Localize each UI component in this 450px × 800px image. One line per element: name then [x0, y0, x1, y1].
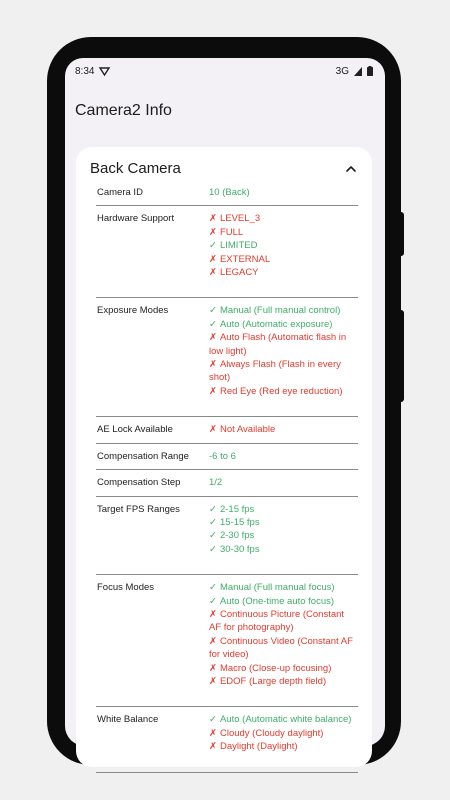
cross-icon: ✗ [209, 226, 217, 238]
row-values [209, 450, 358, 463]
value-item [209, 450, 358, 463]
check-icon: ✓ [209, 240, 217, 252]
table-row [96, 503, 358, 576]
value-text: LEVEL_3 [219, 213, 261, 225]
value-item [209, 675, 358, 688]
value-text: 2-15 fps [219, 503, 255, 515]
value-text: Continuous Video (Constant AF for video) [209, 635, 353, 661]
card-header[interactable] [90, 160, 358, 177]
value-text: Always Flash (Flash in every shot) [209, 359, 341, 384]
value-text: Daylight (Daylight) [219, 741, 298, 753]
value-item [209, 476, 358, 489]
cross-icon: ✗ [209, 385, 217, 397]
check-icon: ✓ [209, 595, 217, 607]
table-row [96, 713, 358, 772]
value-item [209, 423, 358, 436]
check-icon: ✓ [209, 305, 217, 317]
value-text: -6 to 6 [209, 450, 236, 462]
value-text: Cloudy (Cloudy daylight) [219, 727, 324, 739]
check-icon: ✓ [209, 714, 217, 726]
row-label: Hardware Support [97, 213, 175, 225]
network-type: 3G [335, 65, 349, 77]
value-item [209, 212, 358, 225]
value-text: Macro (Close-up focusing) [219, 662, 332, 674]
cross-icon: ✗ [209, 675, 217, 687]
page-title: Camera2 Info [75, 102, 172, 119]
row-values [209, 503, 358, 557]
camera-card [76, 147, 372, 767]
volume-button [398, 310, 404, 402]
value-text: EDOF (Large depth field) [219, 675, 327, 687]
cross-icon: ✗ [209, 741, 217, 753]
value-text: Auto (One-time auto focus) [219, 595, 335, 607]
value-item [209, 543, 358, 556]
value-item [209, 581, 358, 594]
value-text: Auto (Automatic white balance) [219, 714, 352, 726]
value-text: FULL [219, 226, 244, 238]
check-icon: ✓ [209, 503, 217, 515]
power-button [398, 212, 404, 256]
status-time: 8:34 [75, 65, 95, 77]
row-values [209, 476, 358, 489]
cross-icon: ✗ [209, 267, 217, 279]
signal-icon [354, 67, 362, 76]
table-row [96, 304, 358, 417]
cross-icon: ✗ [209, 332, 217, 344]
cross-icon: ✗ [209, 608, 217, 620]
value-text: Auto Flash (Automatic flash in low light) [209, 332, 347, 357]
table-row [96, 212, 358, 298]
value-text: LIMITED [219, 240, 258, 252]
value-item [209, 266, 358, 279]
value-item [209, 740, 358, 753]
row-values [209, 212, 358, 279]
value-item [209, 529, 358, 542]
value-item [209, 331, 358, 358]
value-text: Not Available [219, 424, 276, 436]
value-item [209, 608, 358, 635]
value-text: EXTERNAL [219, 253, 271, 265]
value-text: 15-15 fps [219, 516, 260, 528]
row-values [209, 713, 358, 753]
row-label: Exposure Modes [97, 305, 169, 317]
row-label: White Balance [97, 714, 159, 726]
value-item [209, 516, 358, 529]
value-item [209, 318, 358, 331]
value-item [209, 503, 358, 516]
cross-icon: ✗ [209, 424, 217, 436]
chevron-up-icon[interactable] [344, 162, 358, 176]
value-text: Manual (Full manual focus) [219, 582, 335, 594]
check-icon: ✓ [209, 530, 217, 542]
value-item [209, 727, 358, 740]
info-table [96, 186, 358, 779]
table-row [96, 450, 358, 470]
value-item [209, 635, 358, 662]
value-item [209, 385, 358, 398]
table-row [96, 186, 358, 206]
value-text: 2-30 fps [219, 530, 255, 542]
value-text: LEGACY [219, 267, 259, 279]
value-text: 10 (Back) [209, 187, 250, 198]
row-values [209, 423, 358, 436]
row-values [209, 304, 358, 398]
value-text: Auto (Automatic exposure) [219, 318, 333, 330]
screen [65, 58, 385, 753]
value-text: Manual (Full manual control) [219, 305, 341, 317]
check-icon: ✓ [209, 318, 217, 330]
value-item [209, 713, 358, 726]
table-row [96, 581, 358, 707]
row-label: Target FPS Ranges [97, 503, 180, 515]
cross-icon: ✗ [209, 253, 217, 265]
value-item [209, 662, 358, 675]
value-item [209, 226, 358, 239]
battery-icon [367, 66, 373, 76]
row-values [209, 186, 358, 199]
table-row [96, 476, 358, 496]
cross-icon: ✗ [209, 359, 217, 371]
row-label: Compensation Step [97, 477, 181, 489]
value-item [209, 595, 358, 608]
check-icon: ✓ [209, 582, 217, 594]
value-item [209, 186, 358, 199]
card-title: Back Camera [90, 160, 181, 177]
value-item [209, 358, 358, 385]
value-text: Continuous Picture (Constant AF for photography) [209, 608, 345, 634]
value-item [209, 304, 358, 317]
row-values [209, 581, 358, 688]
row-label: Camera ID [97, 187, 143, 198]
cross-icon: ✗ [209, 213, 217, 225]
value-item [209, 253, 358, 266]
value-text: Red Eye (Red eye reduction) [219, 385, 343, 397]
row-label: AE Lock Available [97, 424, 173, 436]
status-bar [65, 58, 385, 84]
value-text: 1/2 [209, 477, 223, 489]
value-text: 30-30 fps [219, 543, 260, 555]
row-label: Compensation Range [97, 450, 189, 462]
row-label: Focus Modes [97, 582, 155, 594]
cross-icon: ✗ [209, 662, 217, 674]
notification-icon [99, 67, 110, 76]
value-item [209, 239, 358, 252]
check-icon: ✓ [209, 516, 217, 528]
table-row [96, 423, 358, 443]
cross-icon: ✗ [209, 727, 217, 739]
check-icon: ✓ [209, 543, 217, 555]
cross-icon: ✗ [209, 635, 217, 647]
